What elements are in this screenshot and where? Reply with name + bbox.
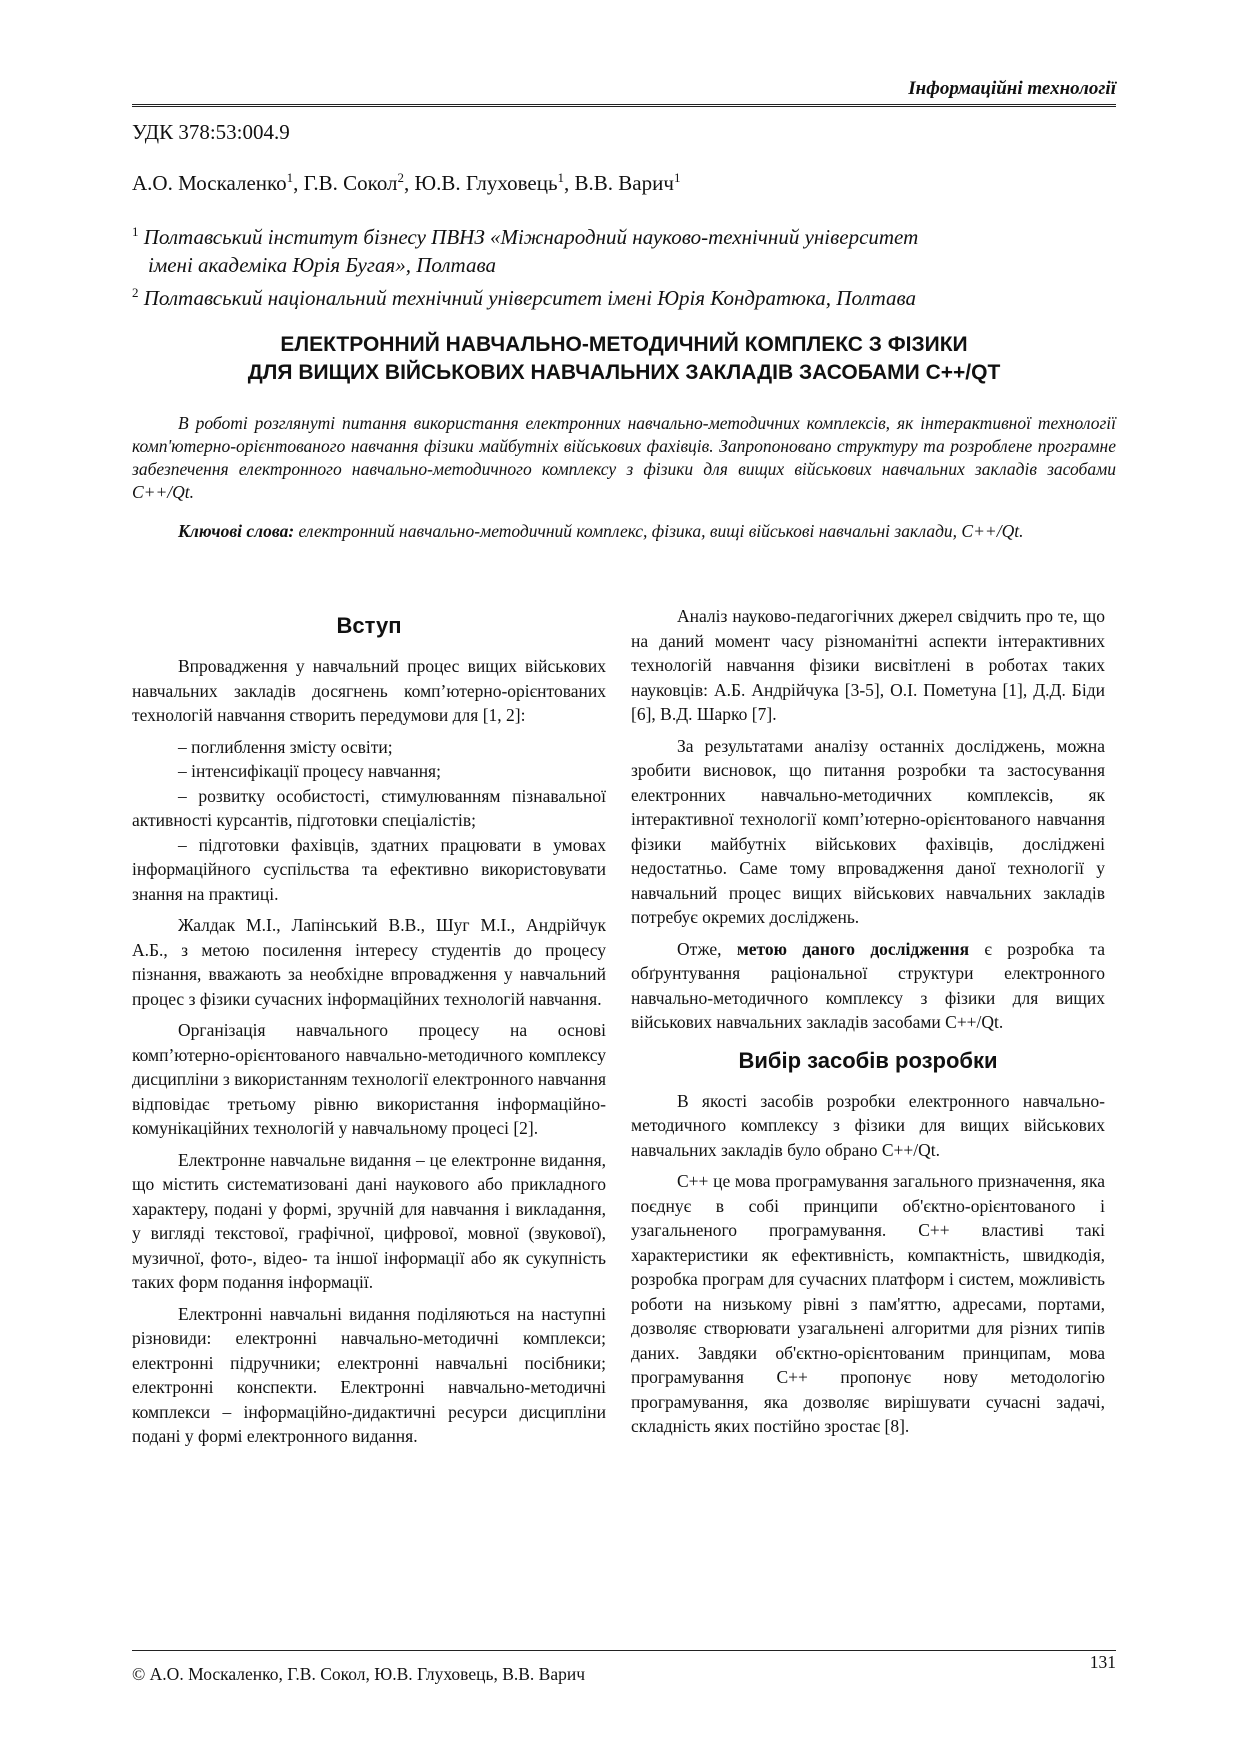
left-column xyxy=(132,604,606,1456)
paragraph: С++ це мова програмування загального призначення, яка поєднує в собі принципи об'єктно-орієнтованого і узагальненого програмування. С++ властиві такі характеристики як ефективність, компактність, швидкодія, розробка програм для сучасних платформ і систем, можливість роботи на низькому рівні з пам'яттю, адресами, портами, дозволяє створювати узагальнені алгоритми для різних типів даних. Завдяки об'єктно-орієнтованим принципам, мова програмування С++ пропонує нову методологію програмування, яка дозволяє вирішувати сучасні задачі, складність яких постійно зростає [8]. xyxy=(631,1171,1105,1436)
paragraph-text: є розробка та обґрунтування раціональної структури електронного навчально-методичного комплексу з фізики для вищих військових навчальних закладів засобами С++/Qt. xyxy=(631,938,1105,1032)
emphasis-text: метою даного дослідження xyxy=(736,938,970,959)
author-separator: , xyxy=(293,171,304,195)
author-list xyxy=(132,170,680,196)
author-affiliation-mark: 1 xyxy=(557,170,565,185)
author-name: В.В. Варич xyxy=(574,171,674,195)
page-number: 131 xyxy=(1089,1652,1116,1672)
author-separator: , xyxy=(564,171,575,195)
paper-title-line: ДЛЯ ВИЩИХ ВІЙСЬКОВИХ НАВЧАЛЬНИХ ЗАКЛАДІВ ЗАСОБАМИ C++/QT xyxy=(247,361,1001,384)
paragraph: Організація навчального процесу на основі комп’ютерно-орієнтованого навчально-методичного комплексу дисципліни з використанням технології електронного навчання відповідає третьому рівню використання інформаційно-комунікаційних технологій у навчальному процесі [2]. xyxy=(132,1020,606,1138)
author-affiliation-mark: 2 xyxy=(397,170,405,185)
copyright-notice: © А.О. Москаленко, Г.В. Сокол, Ю.В. Глуховець, В.В. Варич xyxy=(132,1664,586,1684)
running-header: Інформаційні технології xyxy=(132,78,1116,107)
paragraph-text: Отже, xyxy=(677,938,737,959)
author-affiliation-mark: 1 xyxy=(286,170,294,185)
paragraph: Жалдак М.І., Лапінський В.В., Шуг М.І., Андрійчук А.Б., з метою посилення інтересу студентів до процесу пізнання, вважають за необхідне впровадження у навчальний процес з фізики сучасних інформаційних технологій навчання. xyxy=(132,915,606,1009)
keywords-label: Ключові слова: xyxy=(178,521,295,541)
paragraph: За результатами аналізу останніх досліджень, можна зробити висновок, що питання розробки та застосування електронних навчально-методичних комплексів, як інтерактивної технології комп’ютерно-орієнтованого навчання фізики майбутніх військових фахівців, досліджені недостатньо. Саме тому впровадження даної технології у навчальний процес вищих військових навчальних закладів потребує окремих досліджень. xyxy=(631,735,1105,927)
author-affiliation-mark: 1 xyxy=(673,170,681,185)
list-item: – розвитку особистості, стимулюванням пізнавальної активності курсантів, підготовки спеціалістів; xyxy=(132,785,606,830)
section-heading-tools: Вибір засобів розробки xyxy=(738,1047,998,1073)
footer-divider xyxy=(132,1650,1116,1651)
list-item: – підготовки фахівців, здатних працювати в умовах інформаційного суспільства та ефективно використовувати знання на практиці. xyxy=(132,834,606,904)
paper-title xyxy=(132,331,1116,387)
author-name: Ю.В. Глуховець xyxy=(414,171,558,195)
udc-code: УДК 378:53:004.9 xyxy=(132,120,290,144)
affiliation-text: Полтавський національний технічний університет імені Юрія Кондратюка, Полтава xyxy=(138,286,916,310)
affiliation-1 xyxy=(132,218,1122,251)
keywords-text: електронний навчально-методичний комплекс, фізика, вищі військові навчальні заклади, С++/Qt. xyxy=(294,521,1024,541)
author-name: А.О. Москаленко xyxy=(132,171,287,195)
affiliation-number: 2 xyxy=(132,285,139,300)
affiliation-number: 1 xyxy=(132,224,139,239)
paragraph: Електронне навчальне видання – це електронне видання, що містить систематизовані дані наукового або прикладного характеру, подані у формі, зручній для навчання і викладання, у вигляді текстової, графічної, цифрової, мовної (звукової), музичної, фото-, відео- та іншої інформації або як сукупність таких форм подання інформації. xyxy=(132,1149,606,1292)
author-name: Г.В. Сокол xyxy=(303,171,398,195)
abstract-text: В роботі розглянуті питання використання електронних навчально-методичних комплексів, як інтерактивної технології комп'ютерно-орієнтованого навчання фізики майбутніх військових фахівців. Запропоновано структуру та розроблене програмне забезпечення електронного навчально-методичного комплексу з фізики для вищих військових навчальних закладів засобами С++/Qt. xyxy=(132,413,1116,502)
affiliation-text: Полтавський інститут бізнесу ПВНЗ «Міжнародний науково-технічний університет xyxy=(138,225,919,249)
list-item: – поглиблення змісту освіти; xyxy=(178,736,393,757)
affiliations xyxy=(132,218,1122,312)
section-heading-intro: Вступ xyxy=(336,613,402,638)
paper-title-line: ЕЛЕКТРОННИЙ НАВЧАЛЬНО-МЕТОДИЧНИЙ КОМПЛЕКС З ФІЗИКИ xyxy=(280,333,968,356)
paragraph-aim xyxy=(631,937,1105,1035)
paragraph: Впровадження у навчальний процес вищих військових навчальних закладів досягнень комп’ютерно-орієнтованих технологій навчання створить передумови для [1, 2]: xyxy=(132,656,606,725)
list-item: – інтенсифікації процесу навчання; xyxy=(178,761,441,781)
right-column xyxy=(631,604,1105,1446)
keywords xyxy=(132,520,1116,543)
abstract xyxy=(132,412,1116,559)
paragraph: В якості засобів розробки електронного навчально-методичного комплексу з фізики для вищих військових навчальних закладів було обрано С++/Qt. xyxy=(631,1090,1105,1160)
author-separator: , xyxy=(404,171,415,195)
paragraph: Електронні навчальні видання поділяються на наступні різновиди: електронні навчально-методичні комплекси; електронні підручники; електронні навчальні посібники; електронні конспекти. Електронні навчально-методичні комплекси – інформаційно-дидактичні ресурси дисципліни подані у формі електронного видання. xyxy=(132,1303,606,1446)
paragraph: Аналіз науково-педагогічних джерел свідчить про те, що на даний момент часу різноманітні аспекти інтерактивних технологій навчання фізики висвітлені в роботах таких науковців: А.Б. Андрійчука [3-5], О.І. Пометуна [1], Д.Д. Біди [6], В.Д. Шарко [7]. xyxy=(631,606,1105,724)
affiliation-2 xyxy=(132,279,1122,312)
affiliation-1-cont: імені академіка Юрія Бугая», Полтава xyxy=(148,253,496,277)
